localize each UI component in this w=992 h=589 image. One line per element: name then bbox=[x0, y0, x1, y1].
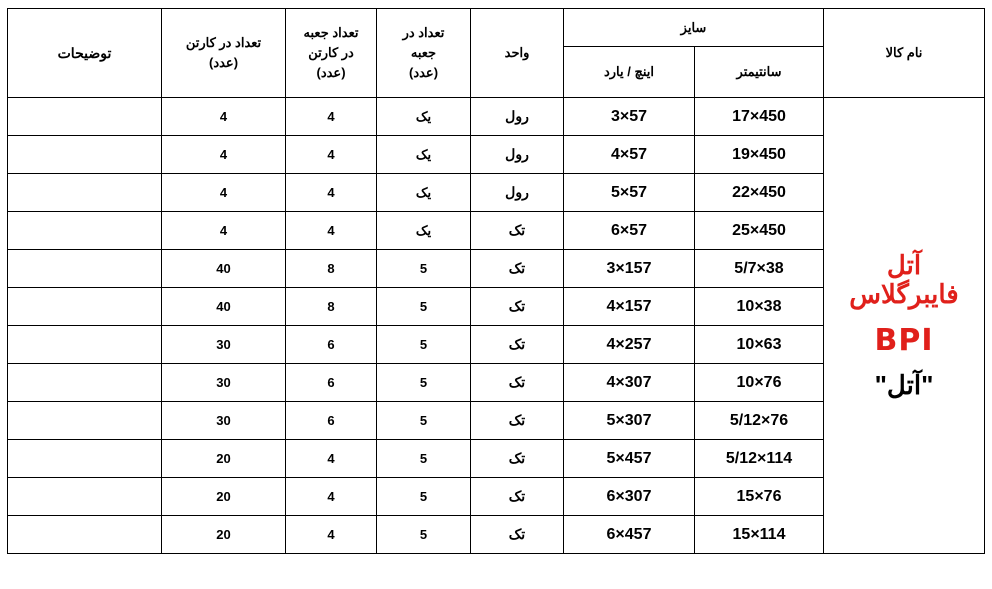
unit-cell: رول bbox=[471, 136, 564, 174]
header-qty-per-carton bbox=[162, 9, 286, 98]
unit-cell: رول bbox=[471, 98, 564, 136]
header-boxes-per-carton bbox=[286, 9, 377, 98]
unit-cell: تک bbox=[471, 364, 564, 402]
qty-per-carton-cell: 4 bbox=[162, 212, 286, 250]
header-row bbox=[8, 9, 985, 47]
qty-per-carton-cell: 4 bbox=[162, 136, 286, 174]
size-inch-cell: 4×257 bbox=[564, 326, 695, 364]
description-cell bbox=[8, 478, 162, 516]
size-inch-cell: 5×307 bbox=[564, 402, 695, 440]
header-size-cm: سانتیمتر bbox=[695, 47, 824, 98]
qty-per-box-cell: 5 bbox=[377, 364, 471, 402]
product-brand: BPI bbox=[874, 323, 934, 359]
size-inch-cell: 3×57 bbox=[564, 98, 695, 136]
header-unit: واحد bbox=[471, 9, 564, 98]
qty-per-carton-cell: 30 bbox=[162, 326, 286, 364]
qty-per-carton-cell: 4 bbox=[162, 98, 286, 136]
size-cm-cell: 17×450 bbox=[695, 98, 824, 136]
unit-cell: تک bbox=[471, 250, 564, 288]
description-cell bbox=[8, 440, 162, 478]
product-spec-table bbox=[7, 8, 985, 554]
size-cm-cell: 5/12×114 bbox=[695, 440, 824, 478]
size-cm-cell: 15×114 bbox=[695, 516, 824, 554]
qty-per-box-cell: 5 bbox=[377, 402, 471, 440]
size-cm-cell: 19×450 bbox=[695, 136, 824, 174]
qty-per-box-cell: 5 bbox=[377, 250, 471, 288]
header-product-name: نام کالا bbox=[824, 9, 985, 98]
description-cell bbox=[8, 326, 162, 364]
boxes-per-carton-cell: 8 bbox=[286, 288, 377, 326]
header-boxes-per-carton-line1: تعداد جعبه bbox=[303, 25, 359, 40]
size-cm-cell: 5/12×76 bbox=[695, 402, 824, 440]
table-row bbox=[8, 98, 985, 136]
description-cell bbox=[8, 364, 162, 402]
header-qty-per-box-line1: تعداد در bbox=[402, 25, 445, 40]
qty-per-box-cell: 5 bbox=[377, 288, 471, 326]
description-cell bbox=[8, 212, 162, 250]
qty-per-carton-cell: 30 bbox=[162, 402, 286, 440]
description-cell bbox=[8, 402, 162, 440]
header-boxes-per-carton-line3: (عدد) bbox=[316, 65, 346, 80]
description-cell bbox=[8, 98, 162, 136]
header-qty-per-box-line3: (عدد) bbox=[408, 65, 439, 80]
boxes-per-carton-cell: 4 bbox=[286, 174, 377, 212]
qty-per-box-cell: 5 bbox=[377, 478, 471, 516]
qty-per-carton-cell: 20 bbox=[162, 440, 286, 478]
description-cell bbox=[8, 250, 162, 288]
unit-cell: تک bbox=[471, 326, 564, 364]
header-qty-per-box bbox=[377, 9, 471, 98]
unit-cell: تک bbox=[471, 478, 564, 516]
size-inch-cell: 6×307 bbox=[564, 478, 695, 516]
qty-per-carton-cell: 40 bbox=[162, 250, 286, 288]
description-cell bbox=[8, 136, 162, 174]
boxes-per-carton-cell: 4 bbox=[286, 478, 377, 516]
size-inch-cell: 6×57 bbox=[564, 212, 695, 250]
boxes-per-carton-cell: 8 bbox=[286, 250, 377, 288]
qty-per-box-cell: یک bbox=[377, 174, 471, 212]
boxes-per-carton-cell: 4 bbox=[286, 136, 377, 174]
boxes-per-carton-cell: 6 bbox=[286, 364, 377, 402]
qty-per-carton-cell: 30 bbox=[162, 364, 286, 402]
qty-per-carton-cell: 4 bbox=[162, 174, 286, 212]
description-cell bbox=[8, 288, 162, 326]
boxes-per-carton-cell: 4 bbox=[286, 98, 377, 136]
boxes-per-carton-cell: 4 bbox=[286, 440, 377, 478]
header-boxes-per-carton-line2: در کارتن bbox=[308, 45, 354, 60]
qty-per-carton-cell: 40 bbox=[162, 288, 286, 326]
qty-per-carton-cell: 20 bbox=[162, 516, 286, 554]
size-inch-cell: 4×307 bbox=[564, 364, 695, 402]
header-size-inch: اینچ / یارد bbox=[564, 47, 695, 98]
boxes-per-carton-cell: 4 bbox=[286, 516, 377, 554]
header-qty-per-carton-line1: تعداد در کارتن bbox=[185, 35, 262, 50]
description-cell bbox=[8, 174, 162, 212]
size-inch-cell: 3×157 bbox=[564, 250, 695, 288]
header-qty-per-carton-line2: (عدد) bbox=[208, 55, 239, 70]
header-size: سایز bbox=[564, 9, 824, 47]
size-cm-cell: 10×76 bbox=[695, 364, 824, 402]
size-inch-cell: 6×457 bbox=[564, 516, 695, 554]
unit-cell: رول bbox=[471, 174, 564, 212]
product-name-cell bbox=[824, 98, 985, 554]
product-name-line1: آتل bbox=[886, 250, 922, 281]
size-cm-cell: 25×450 bbox=[695, 212, 824, 250]
header-qty-per-box-line2: جعبه bbox=[410, 45, 437, 60]
size-inch-cell: 5×457 bbox=[564, 440, 695, 478]
boxes-per-carton-cell: 4 bbox=[286, 212, 377, 250]
size-inch-cell: 5×57 bbox=[564, 174, 695, 212]
unit-cell: تک bbox=[471, 402, 564, 440]
qty-per-box-cell: یک bbox=[377, 212, 471, 250]
size-cm-cell: 22×450 bbox=[695, 174, 824, 212]
boxes-per-carton-cell: 6 bbox=[286, 402, 377, 440]
size-cm-cell: 10×38 bbox=[695, 288, 824, 326]
qty-per-carton-cell: 20 bbox=[162, 478, 286, 516]
description-cell bbox=[8, 516, 162, 554]
qty-per-box-cell: 5 bbox=[377, 326, 471, 364]
header-description: توضیحات bbox=[8, 9, 162, 98]
size-cm-cell: 5/7×38 bbox=[695, 250, 824, 288]
boxes-per-carton-cell: 6 bbox=[286, 326, 377, 364]
qty-per-box-cell: 5 bbox=[377, 516, 471, 554]
size-cm-cell: 10×63 bbox=[695, 326, 824, 364]
qty-per-box-cell: 5 bbox=[377, 440, 471, 478]
unit-cell: تک bbox=[471, 212, 564, 250]
unit-cell: تک bbox=[471, 288, 564, 326]
size-inch-cell: 4×157 bbox=[564, 288, 695, 326]
size-cm-cell: 15×76 bbox=[695, 478, 824, 516]
product-name-line2: فایبرگلاس bbox=[849, 278, 959, 309]
size-inch-cell: 4×57 bbox=[564, 136, 695, 174]
product-alias: "آتل" bbox=[874, 370, 934, 401]
unit-cell: تک bbox=[471, 516, 564, 554]
unit-cell: تک bbox=[471, 440, 564, 478]
qty-per-box-cell: یک bbox=[377, 98, 471, 136]
qty-per-box-cell: یک bbox=[377, 136, 471, 174]
